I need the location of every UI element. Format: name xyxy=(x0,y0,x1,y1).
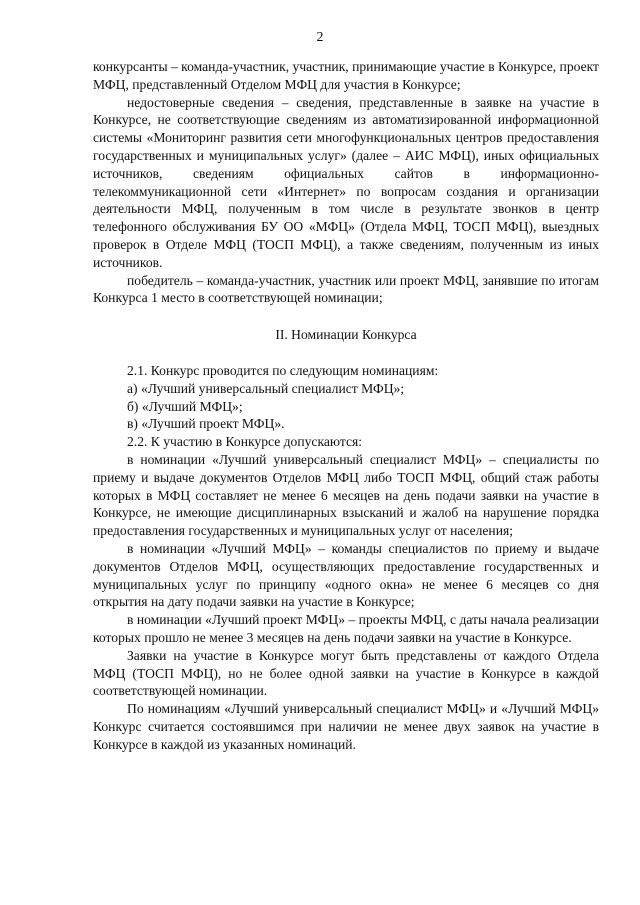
nomination-item: в) «Лучший проект МФЦ». xyxy=(127,416,285,432)
admission-specialist: в номинации «Лучший универсальный специалист МФЦ» – специалисты по приему и выдаче документов Отделов МФЦ либо ТОСП МФЦ, общий стаж работы которых в МФЦ составляет не менее 6 месяцев на день подачи заявки на участие в Конкурсе, не имеющие дисциплинарных взысканий и жалоб на нарушение порядка предоставления государственных и муниципальных услуг от населения; xyxy=(93,451,599,539)
definition-false-info: недостоверные сведения – сведения, представленные в заявке на участие в Конкурсе, не соответствующие сведениям из автоматизированной информационной системы «Мониторинг развития сети многофункциональных центров предоставления государственных и муниципальных услуг» (далее – АИС МФЦ), иных официальных источников, сведениям официальных сайтов в информационно-телекоммуникационной сети «Интернет» по вопросам создания и организации деятельности МФЦ, полученным в том числе в результате звонков в центр телефонного обслуживания БУ ОО «МФЦ» (Отдела МФЦ, ТОСП МФЦ), выездных проверок в Отделе МФЦ (ТОСП МФЦ), а также сведениям, полученным из иных источников. xyxy=(93,94,599,270)
applications-rule: Заявки на участие в Конкурсе могут быть представлены от каждого Отдела МФЦ (ТОСП МФЦ), но не более одной заявки на участие в Конкурсе в каждой соответствующей номинации. xyxy=(93,647,599,699)
admission-project: в номинации «Лучший проект МФЦ» – проекты МФЦ, с даты начала реализации которых прошло не менее 3 месяцев на день подачи заявки на участие в Конкурсе. xyxy=(93,612,599,645)
page-number: 2 xyxy=(316,30,324,45)
admission-mfc: в номинации «Лучший МФЦ» – команды специалистов по приему и выдаче документов Отделов МФЦ, осуществляющих предоставление государственных и муниципальных услуг по принципу «одного окна» не менее 6 месяцев со дня открытия на дату подачи заявки на участие в Конкурсе; xyxy=(93,540,599,610)
definition-winner: победитель – команда-участник, участник или проект МФЦ, занявшие по итогам Конкурса 1 место в соответствующей номинации; xyxy=(93,272,599,306)
section-heading: II. Номинации Конкурса xyxy=(275,327,417,343)
nomination-item: а) «Лучший универсальный специалист МФЦ»; xyxy=(127,380,405,396)
contest-validity-rule: По номинациям «Лучший универсальный специалист МФЦ» и «Лучший МФЦ» Конкурс считается состоявшимся при наличии не менее двух заявок на участие в Конкурсе в каждой из указанных номинаций. xyxy=(93,701,599,752)
document-body xyxy=(93,58,599,753)
nominations-intro: 2.1. Конкурс проводится по следующим номинациям: xyxy=(127,362,439,378)
nomination-item: б) «Лучший МФЦ»; xyxy=(127,398,243,414)
definition-contestants: конкурсанты – команда-участник, участник, принимающие участие в Конкурсе, проект МФЦ, представленный Отделом МФЦ для участия в Конкурсе; xyxy=(93,59,599,92)
admission-intro: 2.2. К участию в Конкурсе допускаются: xyxy=(127,434,363,450)
